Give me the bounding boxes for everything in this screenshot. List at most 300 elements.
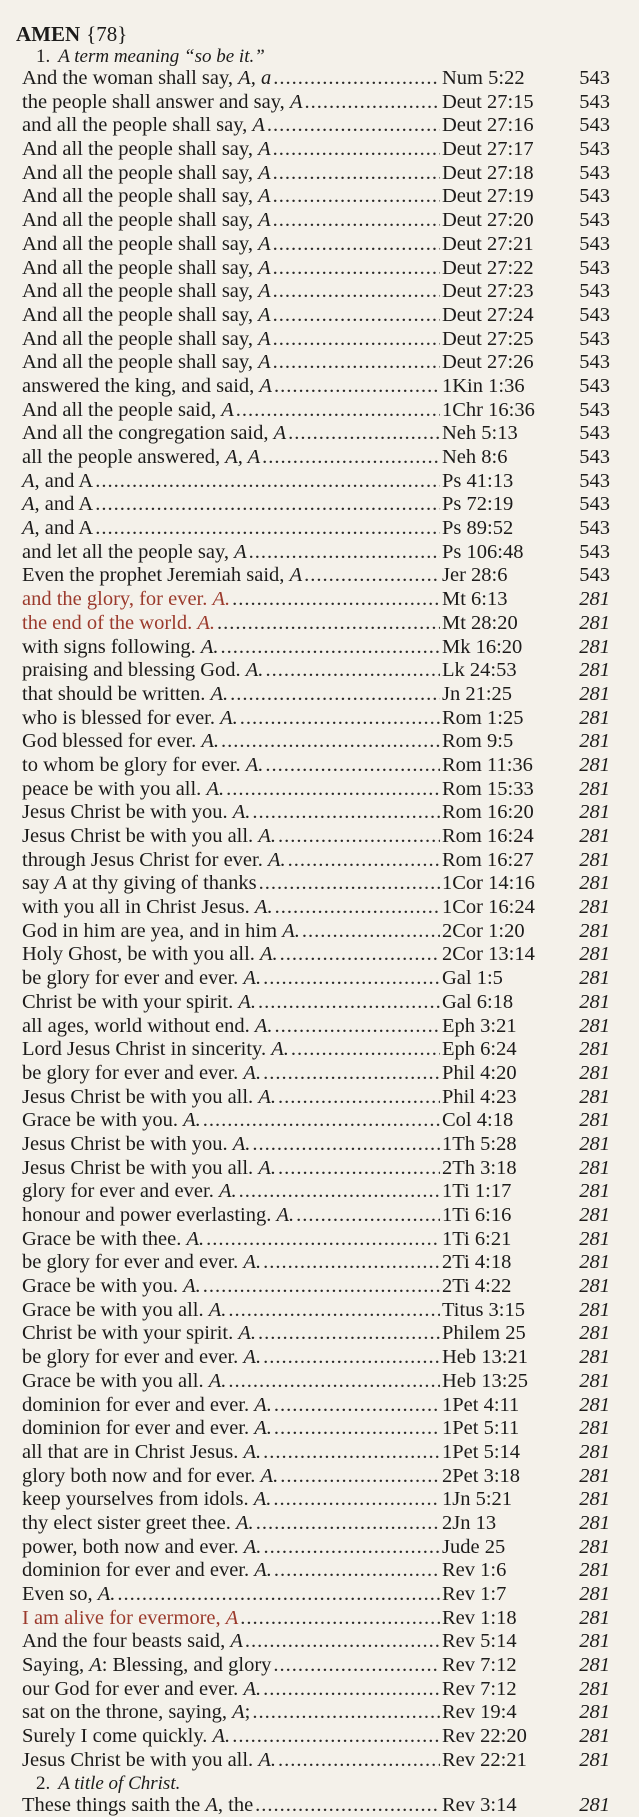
keyword-abbrev: A. bbox=[254, 1559, 272, 1581]
context-text bbox=[16, 280, 271, 304]
word-number: 543 bbox=[562, 328, 614, 352]
word-number: 281 bbox=[562, 1701, 614, 1725]
scripture-reference: Rom 11:36 bbox=[442, 754, 562, 778]
keyword-abbrev: A bbox=[258, 304, 271, 326]
context-text bbox=[16, 1441, 261, 1465]
context-before: And all the people shall say, bbox=[22, 304, 258, 326]
context-before: And all the people shall say, bbox=[22, 209, 258, 231]
context-text bbox=[16, 304, 271, 328]
context-before: And all the people shall say, bbox=[22, 257, 258, 279]
context-before: Lord Jesus Christ in sincerity. bbox=[22, 1038, 271, 1060]
keyword-abbrev: A. bbox=[220, 707, 238, 729]
context-before: Surely I come quickly. bbox=[22, 1725, 213, 1747]
reference-line bbox=[16, 1370, 614, 1394]
context-text bbox=[16, 1251, 261, 1275]
context-after: , and A bbox=[35, 517, 94, 539]
scripture-reference: 2Jn 13 bbox=[442, 1512, 562, 1536]
word-number: 281 bbox=[562, 1228, 614, 1252]
word-number: 281 bbox=[562, 1725, 614, 1749]
word-number: 281 bbox=[562, 849, 614, 873]
scripture-reference: Mt 6:13 bbox=[442, 588, 562, 612]
word-number: 281 bbox=[562, 1749, 614, 1773]
scripture-reference: Neh 8:6 bbox=[442, 446, 562, 470]
reference-line bbox=[16, 446, 614, 470]
dot-leader bbox=[232, 1725, 440, 1749]
scripture-reference: 1Pet 5:14 bbox=[442, 1441, 562, 1465]
reference-line bbox=[16, 91, 614, 115]
reference-line bbox=[16, 422, 614, 446]
scripture-reference: 1Ti 1:17 bbox=[442, 1180, 562, 1204]
dot-leader bbox=[273, 185, 440, 209]
scripture-reference: Jn 21:25 bbox=[442, 683, 562, 707]
reference-line bbox=[16, 1133, 614, 1157]
keyword-abbrev: A. bbox=[282, 920, 300, 942]
word-number: 281 bbox=[562, 1488, 614, 1512]
keyword-abbrev: A. bbox=[238, 991, 256, 1013]
reference-line bbox=[16, 707, 614, 731]
sense-definition-text: A term meaning “so be it.” bbox=[58, 46, 265, 67]
context-before: dominion for ever and ever. bbox=[22, 1417, 254, 1439]
keyword-abbrev: A. bbox=[243, 967, 261, 989]
word-number: 543 bbox=[562, 517, 614, 541]
scripture-reference: Eph 6:24 bbox=[442, 1038, 562, 1062]
reference-line bbox=[16, 138, 614, 162]
context-before: glory both now and for ever. bbox=[22, 1465, 261, 1487]
context-before: all that are in Christ Jesus. bbox=[22, 1441, 243, 1463]
dot-leader bbox=[273, 138, 440, 162]
context-before: that should be written. bbox=[22, 683, 210, 705]
reference-line bbox=[16, 1678, 614, 1702]
context-before: thy elect sister greet thee. bbox=[22, 1512, 236, 1534]
dot-leader bbox=[262, 446, 440, 470]
scripture-reference: 1Ti 6:21 bbox=[442, 1228, 562, 1252]
context-text bbox=[16, 91, 302, 115]
context-text bbox=[16, 1346, 261, 1370]
context-text bbox=[16, 1204, 294, 1228]
word-number: 281 bbox=[562, 1322, 614, 1346]
keyword-abbrev: A. bbox=[206, 778, 224, 800]
scripture-reference: Rev 1:6 bbox=[442, 1559, 562, 1583]
reference-line bbox=[16, 1794, 614, 1817]
context-text bbox=[16, 233, 271, 257]
reference-line bbox=[16, 1299, 614, 1323]
context-before: Even so, bbox=[22, 1583, 98, 1605]
scripture-reference: Rev 7:12 bbox=[442, 1654, 562, 1678]
context-text bbox=[16, 1322, 256, 1346]
context-text bbox=[16, 1109, 201, 1133]
word-number: 543 bbox=[562, 493, 614, 517]
dot-leader bbox=[265, 754, 440, 778]
dot-leader bbox=[273, 257, 440, 281]
keyword-abbrev: A. bbox=[255, 1015, 273, 1037]
sense-number: 1. bbox=[36, 46, 50, 67]
scripture-reference: Rev 22:20 bbox=[442, 1725, 562, 1749]
reference-line bbox=[16, 1204, 614, 1228]
context-text bbox=[16, 588, 230, 612]
keyword-abbrev: A bbox=[54, 872, 67, 894]
word-number: 281 bbox=[562, 707, 614, 731]
keyword-abbrev: A. bbox=[255, 896, 273, 918]
dot-leader bbox=[273, 1654, 440, 1678]
context-before: power, both now and ever. bbox=[22, 1536, 244, 1558]
reference-line bbox=[16, 1157, 614, 1181]
reference-line bbox=[16, 564, 614, 588]
dot-leader bbox=[278, 1749, 440, 1773]
keyword-abbrev: A. bbox=[243, 1346, 261, 1368]
dot-leader bbox=[245, 1630, 440, 1654]
word-number: 281 bbox=[562, 1086, 614, 1110]
word-number: 281 bbox=[562, 659, 614, 683]
dot-leader bbox=[203, 1275, 440, 1299]
keyword-abbrev: A. bbox=[254, 1488, 272, 1510]
context-before: the people shall answer and say, bbox=[22, 91, 290, 113]
reference-line bbox=[16, 659, 614, 683]
dot-leader bbox=[263, 1678, 440, 1702]
context-before: These things saith the bbox=[22, 1794, 205, 1816]
keyword-abbrev: A. bbox=[98, 1583, 116, 1605]
word-number: 543 bbox=[562, 114, 614, 138]
scripture-reference: 1Cor 14:16 bbox=[442, 872, 562, 896]
dot-leader bbox=[273, 1488, 440, 1512]
word-number: 281 bbox=[562, 1794, 614, 1817]
context-text bbox=[16, 636, 218, 660]
keyword-abbrev: A bbox=[274, 422, 287, 444]
context-text bbox=[16, 1488, 271, 1512]
scripture-reference: Num 5:22 bbox=[442, 67, 562, 91]
dot-leader bbox=[273, 304, 440, 328]
keyword-abbrev: A bbox=[205, 1794, 218, 1816]
context-before: dominion for ever and ever. bbox=[22, 1394, 254, 1416]
scripture-reference: 2Cor 13:14 bbox=[442, 943, 562, 967]
word-number: 543 bbox=[562, 162, 614, 186]
context-text bbox=[16, 943, 278, 967]
dot-leader bbox=[95, 517, 440, 541]
reference-line bbox=[16, 304, 614, 328]
scripture-reference: Rev 5:14 bbox=[442, 1630, 562, 1654]
dot-leader bbox=[278, 1086, 440, 1110]
dot-leader bbox=[275, 1015, 440, 1039]
context-text bbox=[16, 1583, 115, 1607]
dot-leader bbox=[228, 1299, 440, 1323]
reference-line bbox=[16, 896, 614, 920]
word-number: 281 bbox=[562, 612, 614, 636]
word-number: 281 bbox=[562, 872, 614, 896]
dot-leader bbox=[274, 1417, 440, 1441]
reference-line bbox=[16, 1275, 614, 1299]
context-text bbox=[16, 422, 286, 446]
reference-line bbox=[16, 470, 614, 494]
context-text bbox=[16, 778, 224, 802]
context-before: with you all in Christ Jesus. bbox=[22, 896, 255, 918]
context-before: God in him are yea, and in him bbox=[22, 920, 282, 942]
context-after: : Blessing, and glory bbox=[102, 1654, 272, 1676]
scripture-reference: Deut 27:23 bbox=[442, 280, 562, 304]
context-text bbox=[16, 1701, 250, 1725]
dot-leader bbox=[263, 1536, 440, 1560]
keyword-abbrev: A, A bbox=[225, 446, 260, 468]
dot-leader bbox=[304, 91, 440, 115]
dot-leader bbox=[221, 730, 440, 754]
context-text bbox=[16, 849, 286, 873]
dot-leader bbox=[117, 1583, 440, 1607]
context-before: And the woman shall say, bbox=[22, 67, 238, 89]
keyword-abbrev: A bbox=[234, 541, 247, 563]
keyword-abbrev: A. bbox=[183, 1109, 201, 1131]
dot-leader bbox=[217, 612, 440, 636]
word-number: 543 bbox=[562, 280, 614, 304]
scripture-reference: Deut 27:19 bbox=[442, 185, 562, 209]
context-text bbox=[16, 1630, 243, 1654]
reference-line bbox=[16, 967, 614, 991]
dot-leader bbox=[258, 991, 440, 1015]
word-number: 281 bbox=[562, 920, 614, 944]
reference-line bbox=[16, 1109, 614, 1133]
context-text bbox=[16, 1417, 272, 1441]
reference-line bbox=[16, 1062, 614, 1086]
word-number: 281 bbox=[562, 1417, 614, 1441]
context-before: be glory for ever and ever. bbox=[22, 967, 243, 989]
context-before: Christ be with your spirit. bbox=[22, 1322, 238, 1344]
context-text bbox=[16, 1794, 253, 1817]
keyword-abbrev: A. bbox=[201, 730, 219, 752]
reference-line bbox=[16, 1394, 614, 1418]
keyword-abbrev: A. bbox=[246, 754, 264, 776]
word-number: 281 bbox=[562, 1394, 614, 1418]
word-number: 281 bbox=[562, 1559, 614, 1583]
scripture-reference: Rom 16:27 bbox=[442, 849, 562, 873]
dot-leader bbox=[263, 1441, 440, 1465]
reference-line bbox=[16, 1322, 614, 1346]
dot-leader bbox=[291, 1038, 440, 1062]
context-text bbox=[16, 399, 234, 423]
context-before: Jesus Christ be with you all. bbox=[22, 825, 258, 847]
context-text bbox=[16, 493, 93, 517]
word-number: 281 bbox=[562, 1180, 614, 1204]
scripture-reference: Rev 3:14 bbox=[442, 1794, 562, 1817]
scripture-reference: Deut 27:16 bbox=[442, 114, 562, 138]
context-text bbox=[16, 1536, 261, 1560]
word-number: 281 bbox=[562, 1204, 614, 1228]
dot-leader bbox=[263, 967, 440, 991]
reference-line bbox=[16, 683, 614, 707]
word-number: 543 bbox=[562, 375, 614, 399]
scripture-reference: Gal 1:5 bbox=[442, 967, 562, 991]
context-text bbox=[16, 1086, 276, 1110]
keyword-abbrev: A. bbox=[243, 1251, 261, 1273]
dot-leader bbox=[95, 470, 440, 494]
keyword-abbrev: A. bbox=[254, 1394, 272, 1416]
scripture-reference: 2Th 3:18 bbox=[442, 1157, 562, 1181]
keyword-abbrev: A. bbox=[183, 1275, 201, 1297]
context-text bbox=[16, 114, 265, 138]
scripture-reference: 2Ti 4:18 bbox=[442, 1251, 562, 1275]
word-number: 543 bbox=[562, 257, 614, 281]
scripture-reference: 1Kin 1:36 bbox=[442, 375, 562, 399]
word-number: 281 bbox=[562, 1299, 614, 1323]
dot-leader bbox=[230, 683, 440, 707]
scripture-reference: Rev 19:4 bbox=[442, 1701, 562, 1725]
scripture-reference: Ps 41:13 bbox=[442, 470, 562, 494]
context-before: And all the people shall say, bbox=[22, 328, 258, 350]
dot-leader bbox=[274, 375, 440, 399]
context-before: peace be with you all. bbox=[22, 778, 206, 800]
scripture-reference: Mt 28:20 bbox=[442, 612, 562, 636]
context-text bbox=[16, 1157, 276, 1181]
context-text bbox=[16, 1678, 261, 1702]
concordance-entry bbox=[16, 22, 614, 1817]
context-text bbox=[16, 1654, 271, 1678]
reference-line bbox=[16, 1725, 614, 1749]
scripture-reference: 1Pet 5:11 bbox=[442, 1417, 562, 1441]
word-number: 281 bbox=[562, 1346, 614, 1370]
context-before: and let all the people say, bbox=[22, 541, 234, 563]
scripture-reference: Deut 27:25 bbox=[442, 328, 562, 352]
keyword-abbrev: A. bbox=[210, 683, 228, 705]
context-text bbox=[16, 1559, 272, 1583]
reference-line bbox=[16, 209, 614, 233]
reference-line bbox=[16, 280, 614, 304]
reference-line bbox=[16, 1630, 614, 1654]
word-number: 543 bbox=[562, 422, 614, 446]
reference-line bbox=[16, 1346, 614, 1370]
keyword-abbrev: A bbox=[258, 280, 271, 302]
reference-line bbox=[16, 612, 614, 636]
scripture-reference: 1Ti 6:16 bbox=[442, 1204, 562, 1228]
scripture-reference: Phil 4:23 bbox=[442, 1086, 562, 1110]
word-number: 281 bbox=[562, 1512, 614, 1536]
context-text bbox=[16, 1370, 226, 1394]
context-before: and all the people shall say, bbox=[22, 114, 252, 136]
context-text bbox=[16, 1228, 204, 1252]
context-after: , the bbox=[218, 1794, 253, 1816]
context-before: And all the people shall say, bbox=[22, 351, 258, 373]
context-before: Grace be with you all. bbox=[22, 1299, 209, 1321]
dot-leader bbox=[249, 541, 440, 565]
reference-line bbox=[16, 493, 614, 517]
scripture-reference: 2Cor 1:20 bbox=[442, 920, 562, 944]
context-text bbox=[16, 825, 276, 849]
context-text bbox=[16, 517, 93, 541]
reference-line bbox=[16, 1038, 614, 1062]
context-before: be glory for ever and ever. bbox=[22, 1251, 243, 1273]
scripture-reference: Rom 1:25 bbox=[442, 707, 562, 731]
scripture-reference: Jude 25 bbox=[442, 1536, 562, 1560]
keyword-abbrev: A. bbox=[233, 801, 251, 823]
word-number: 281 bbox=[562, 943, 614, 967]
scripture-reference: Rom 16:24 bbox=[442, 825, 562, 849]
keyword-abbrev: A. bbox=[238, 1322, 256, 1344]
dot-leader bbox=[274, 1394, 440, 1418]
reference-line bbox=[16, 825, 614, 849]
context-before: And all the people shall say, bbox=[22, 233, 258, 255]
context-before: Jesus Christ be with you all. bbox=[22, 1157, 258, 1179]
scripture-reference: Phil 4:20 bbox=[442, 1062, 562, 1086]
context-before: Jesus Christ be with you all. bbox=[22, 1749, 258, 1771]
keyword-abbrev: A bbox=[252, 114, 265, 136]
context-before: Holy Ghost, be with you all. bbox=[22, 943, 260, 965]
dot-leader bbox=[228, 1370, 440, 1394]
keyword-abbrev: A. bbox=[243, 1678, 261, 1700]
context-before: be glory for ever and ever. bbox=[22, 1062, 243, 1084]
scripture-reference: 1Jn 5:21 bbox=[442, 1488, 562, 1512]
word-number: 281 bbox=[562, 1583, 614, 1607]
word-number: 281 bbox=[562, 1678, 614, 1702]
scripture-reference: Jer 28:6 bbox=[442, 564, 562, 588]
dot-leader bbox=[259, 872, 440, 896]
dot-leader bbox=[288, 849, 440, 873]
context-before: glory for ever and ever. bbox=[22, 1180, 219, 1202]
scripture-reference: Deut 27:21 bbox=[442, 233, 562, 257]
dot-leader bbox=[273, 209, 440, 233]
word-number: 281 bbox=[562, 991, 614, 1015]
scripture-reference: Deut 27:26 bbox=[442, 351, 562, 375]
entry-heading bbox=[16, 22, 614, 46]
context-before: Grace be with you. bbox=[22, 1275, 183, 1297]
context-before: Even the prophet Jeremiah said, bbox=[22, 564, 290, 586]
word-number: 281 bbox=[562, 1109, 614, 1133]
scripture-reference: 1Pet 4:11 bbox=[442, 1394, 562, 1418]
context-before: Jesus Christ be with you. bbox=[22, 1133, 233, 1155]
keyword-abbrev: A bbox=[226, 1607, 239, 1629]
context-text bbox=[16, 1299, 226, 1323]
scripture-reference: Ps 89:52 bbox=[442, 517, 562, 541]
reference-line bbox=[16, 257, 614, 281]
keyword-abbrev: A bbox=[22, 517, 35, 539]
word-number: 281 bbox=[562, 730, 614, 754]
keyword-abbrev: A. bbox=[187, 1228, 205, 1250]
word-number: 543 bbox=[562, 399, 614, 423]
scripture-reference: Gal 6:18 bbox=[442, 991, 562, 1015]
dot-leader bbox=[239, 1180, 440, 1204]
reference-line bbox=[16, 1228, 614, 1252]
keyword-abbrev: A. bbox=[209, 1370, 227, 1392]
context-text bbox=[16, 67, 271, 91]
reference-line bbox=[16, 1701, 614, 1725]
word-number: 281 bbox=[562, 1536, 614, 1560]
scripture-reference: 2Pet 3:18 bbox=[442, 1465, 562, 1489]
scripture-reference: Deut 27:20 bbox=[442, 209, 562, 233]
keyword-abbrev: A. bbox=[246, 659, 264, 681]
context-text bbox=[16, 730, 219, 754]
keyword-abbrev: A. bbox=[243, 1062, 261, 1084]
dot-leader bbox=[275, 896, 440, 920]
context-before: God blessed for ever. bbox=[22, 730, 201, 752]
keyword-abbrev: A. bbox=[271, 1038, 289, 1060]
keyword-abbrev: A. bbox=[197, 612, 215, 634]
word-number: 281 bbox=[562, 1133, 614, 1157]
reference-line bbox=[16, 1417, 614, 1441]
context-before: Jesus Christ be with you all. bbox=[22, 1086, 258, 1108]
keyword-abbrev: A bbox=[258, 209, 271, 231]
scripture-reference: 1Th 5:28 bbox=[442, 1133, 562, 1157]
word-number: 281 bbox=[562, 588, 614, 612]
reference-line bbox=[16, 849, 614, 873]
context-before: Grace be with you. bbox=[22, 1109, 183, 1131]
dot-leader bbox=[263, 1251, 440, 1275]
reference-line bbox=[16, 1749, 614, 1773]
reference-line bbox=[16, 328, 614, 352]
context-text bbox=[16, 1607, 238, 1631]
dot-leader bbox=[280, 1465, 440, 1489]
word-number: 281 bbox=[562, 801, 614, 825]
keyword-abbrev: A bbox=[232, 1701, 245, 1723]
entry-word: AMEN bbox=[16, 22, 80, 46]
dot-leader bbox=[203, 1109, 440, 1133]
context-text bbox=[16, 991, 256, 1015]
reference-line bbox=[16, 67, 614, 91]
scripture-reference: 1Cor 16:24 bbox=[442, 896, 562, 920]
dot-leader bbox=[302, 920, 440, 944]
